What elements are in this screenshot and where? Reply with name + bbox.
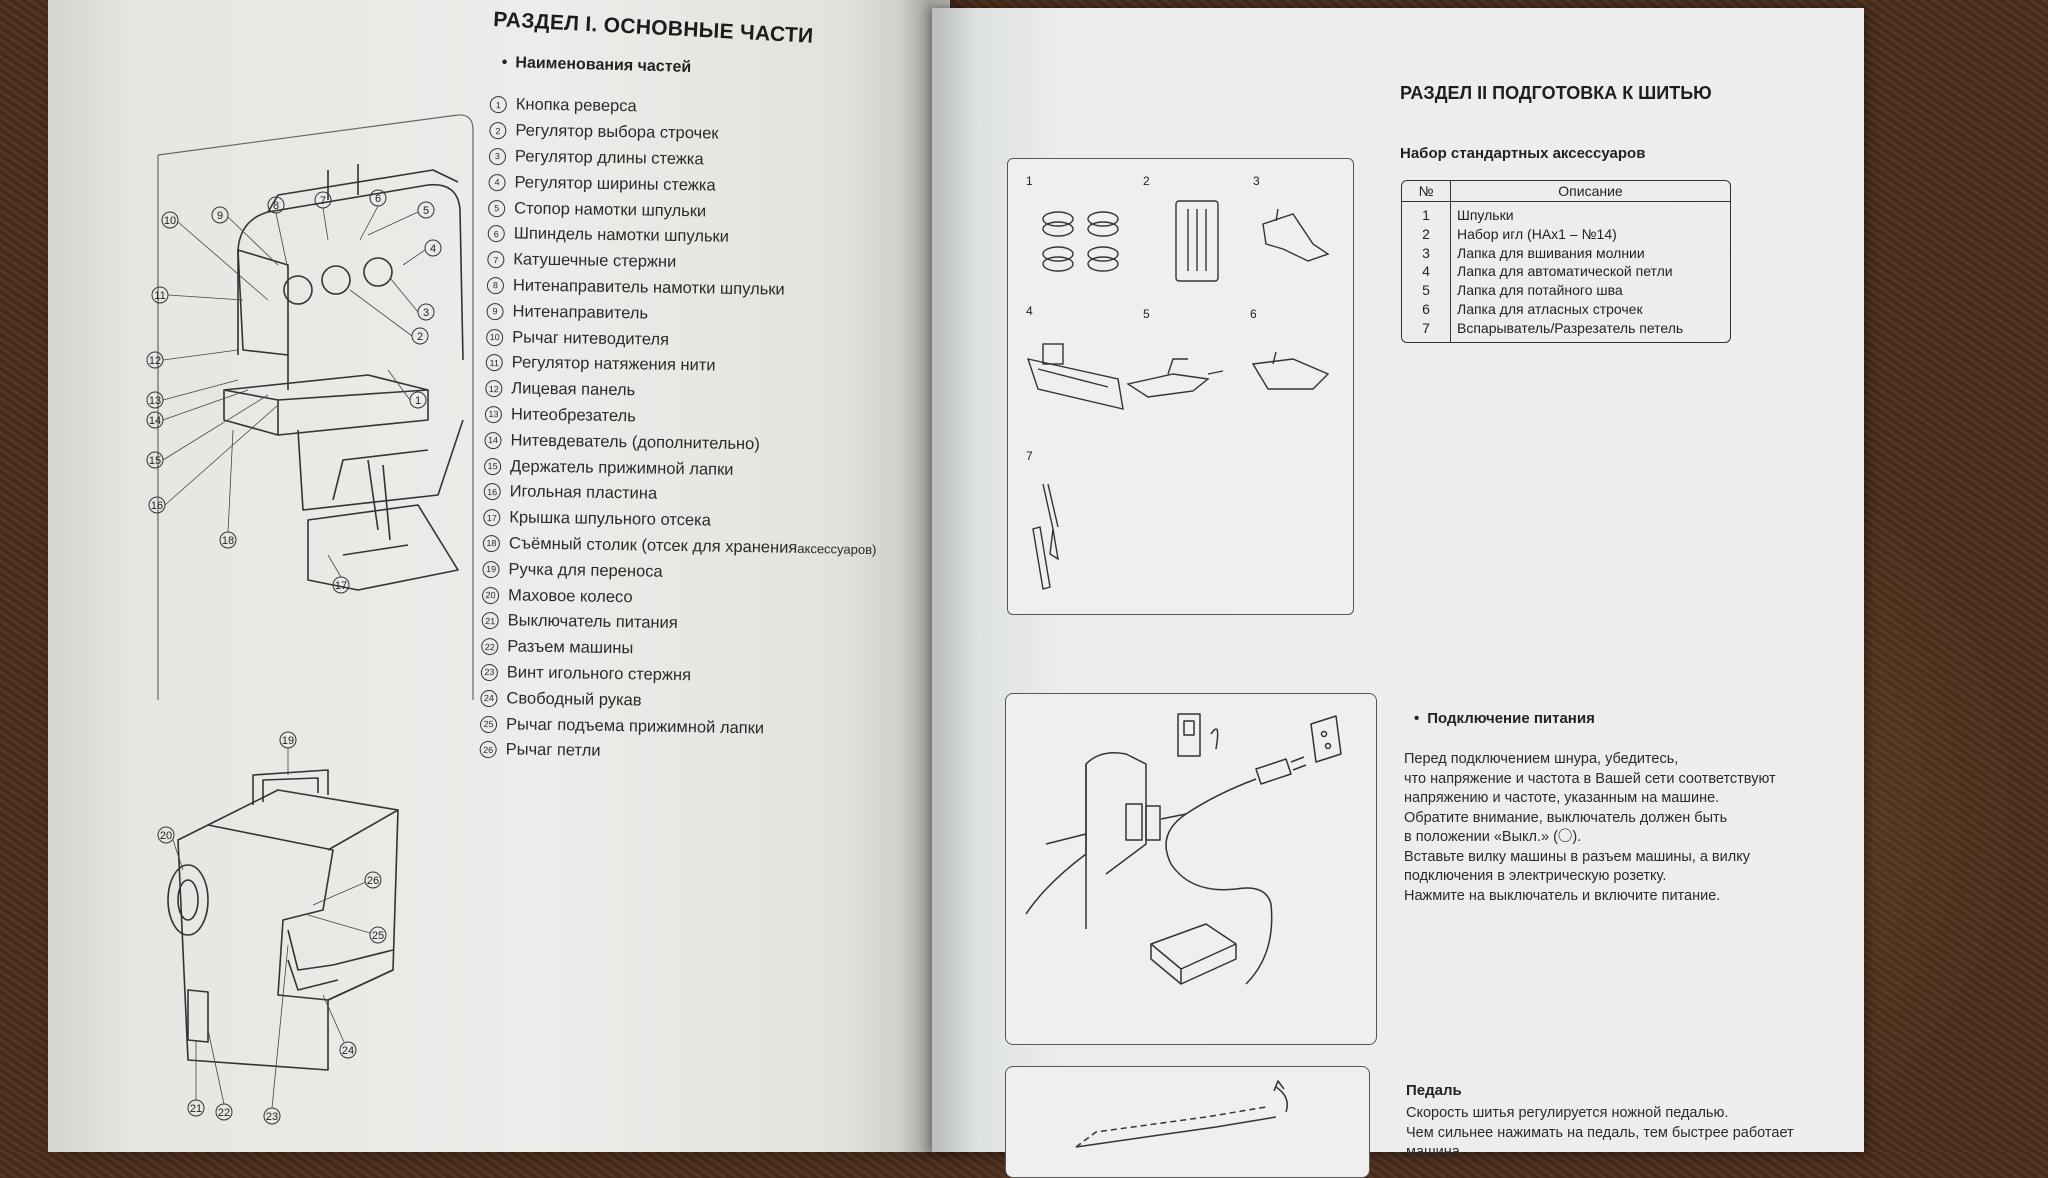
callout-18 (220, 532, 236, 548)
callout-16 (149, 497, 165, 513)
bobbin-icon (1043, 212, 1073, 236)
text-line: Перед подключением шнура, убедитесь, (1404, 751, 1679, 767)
part-number: 1 (490, 96, 507, 113)
accessories-subtitle: Набор стандартных аксессуаров (1400, 145, 1646, 162)
callout-13 (147, 392, 163, 408)
zipper-foot-icon (1263, 209, 1328, 261)
table-cell-description: Вспарыватель/Разрезатель петель (1457, 319, 1684, 336)
power-heading-text: Подключение питания (1427, 710, 1595, 727)
callout-label: 13 (148, 395, 162, 407)
bobbin-icon (1043, 247, 1073, 271)
part-number: 8 (487, 277, 504, 294)
table-row (1402, 319, 1730, 342)
part-label: Кнопка реверса (515, 95, 637, 116)
power-switch-icon (1178, 714, 1200, 756)
table-cell-description: Набор игл (HAx1 – №14) (1457, 225, 1617, 242)
accessory-number: 7 (1026, 449, 1033, 463)
power-connection-drawing (1006, 694, 1376, 1044)
callout-label: 7 (319, 195, 327, 207)
pedal-illustration (1005, 1066, 1370, 1178)
callout-3 (418, 304, 434, 320)
text-line: машина. (1406, 1144, 1464, 1160)
part-label: Держатель прижимной лапки (509, 456, 734, 479)
table-cell-description: Лапка для автоматической петли (1457, 263, 1673, 280)
part-label: Рычаг нитеводителя (512, 327, 670, 349)
part-label: Выключатель питания (507, 611, 678, 633)
bullet-icon: • (1414, 710, 1420, 727)
parts-list (479, 92, 883, 769)
part-number: 4 (488, 174, 505, 191)
callout-label: 15 (148, 455, 162, 467)
section-title: РАЗДЕЛ II ПОДГОТОВКА К ШИТЬЮ (1400, 83, 1712, 103)
accessories-drawing (1008, 159, 1353, 614)
part-label: Шпиндель намотки шпульки (513, 224, 730, 247)
table-cell-description: Лапка для потайного шва (1457, 282, 1623, 299)
text-line: в положении «Выкл.» (〇). (1404, 829, 1582, 845)
part-label: Рычаг подъема прижимной лапки (505, 714, 765, 737)
text-line: напряжению и частоте, указанным на машине. (1404, 790, 1720, 806)
callout-19 (280, 732, 296, 748)
bobbin-icon (1088, 212, 1118, 236)
bullet-icon: • (501, 54, 508, 72)
table-cell-description: Шпульки (1457, 207, 1514, 223)
table-row (1402, 281, 1730, 300)
table-cell-no: 3 (1402, 244, 1451, 263)
part-label: Регулятор ширины стежка (514, 173, 716, 195)
callout-label: 1 (414, 395, 422, 407)
part-number: 3 (489, 148, 506, 165)
accessory-number: 4 (1026, 304, 1033, 318)
callout-label: 24 (341, 1045, 355, 1057)
section-title: РАЗДЕЛ I. ОСНОВНЫЕ ЧАСТИ (492, 8, 814, 48)
callout-17 (333, 577, 349, 593)
part-label: Нитенаправитель (512, 302, 649, 323)
callout-10 (162, 212, 178, 228)
callout-label: 18 (221, 535, 235, 547)
part-number: 5 (488, 200, 505, 217)
accessory-number: 3 (1253, 174, 1260, 188)
callout-label: 23 (265, 1111, 279, 1123)
power-instructions (1404, 750, 1776, 906)
callout-label: 10 (163, 215, 177, 227)
callout-4 (425, 240, 441, 256)
part-label: Крышка шпульного отсека (509, 508, 712, 530)
part-number: 17 (483, 509, 500, 526)
callout-label: 17 (334, 580, 348, 592)
text-line: Чем сильнее нажимать на педаль, тем быстрее работает (1406, 1124, 1794, 1141)
text-line: Скорость шитья регулируется ножной педалью. (1406, 1105, 1729, 1121)
table-header-no: № (1402, 181, 1451, 202)
callout-label: 5 (422, 205, 430, 217)
accessory-number: 5 (1143, 307, 1150, 321)
callout-label: 3 (422, 307, 430, 319)
part-number: 23 (481, 664, 498, 681)
part-label: Рычаг петли (505, 740, 601, 761)
callout-label: 22 (217, 1107, 231, 1119)
callout-21 (188, 1100, 204, 1116)
callout-9 (212, 207, 228, 223)
part-number: 24 (480, 690, 497, 707)
part-label: Маховое колесо (507, 585, 633, 606)
table-cell-no: 1 (1402, 202, 1451, 225)
part-number: 10 (486, 329, 503, 346)
part-number: 14 (484, 432, 501, 449)
accessories-illustration (1007, 158, 1354, 615)
part-label: Нитеобрезатель (510, 405, 636, 426)
part-number: 2 (489, 122, 506, 139)
outlet-icon (1311, 716, 1341, 762)
part-label: Игольная пластина (509, 482, 658, 504)
table-cell-no: 5 (1402, 281, 1451, 300)
plug-icon (1256, 757, 1306, 784)
callout-label: 19 (281, 735, 295, 747)
sewing-machine-front-illustration (128, 100, 518, 720)
table-cell-no: 7 (1402, 319, 1451, 342)
part-label: Нитенаправитель намотки шпульки (512, 276, 785, 299)
callout-8 (268, 197, 284, 213)
part-number: 26 (480, 741, 497, 758)
part-number: 19 (482, 561, 499, 578)
blind-hem-foot-icon (1128, 359, 1223, 397)
callout-2 (412, 328, 428, 344)
left-page (48, 0, 950, 1152)
part-number: 18 (483, 535, 500, 552)
callout-11 (152, 287, 168, 303)
part-label: Регулятор длины стежка (514, 147, 704, 169)
table-cell-no: 4 (1402, 262, 1451, 281)
buttonhole-foot-icon (1028, 344, 1123, 409)
power-heading (1414, 710, 1595, 727)
part-label: Ручка для переноса (508, 560, 663, 581)
text-line: Обратите внимание, выключатель должен быть (1404, 809, 1728, 826)
part-number: 16 (484, 483, 501, 500)
part-label: Свободный рукав (506, 689, 642, 710)
callout-20 (158, 827, 174, 843)
part-number: 20 (482, 586, 499, 603)
callout-label: 8 (272, 200, 280, 212)
part-number: 15 (484, 458, 501, 475)
part-number: 11 (486, 354, 503, 371)
callout-25 (370, 927, 386, 943)
bobbin-icon (1088, 247, 1118, 271)
part-number: 21 (482, 612, 499, 629)
foot-pedal-icon (1151, 924, 1236, 984)
seam-ripper-icon (1033, 484, 1058, 589)
callout-5 (418, 202, 434, 218)
pedal-heading: Педаль (1406, 1082, 1462, 1099)
table-cell-description: Лапка для атласных строчек (1457, 300, 1643, 317)
callout-26 (365, 872, 381, 888)
table-row (1402, 262, 1730, 281)
sewing-machine-back-illustration (148, 730, 448, 1130)
callout-label: 25 (371, 930, 385, 942)
text-line: что напряжение и частота в Вашей сети соответствуют (1404, 770, 1776, 787)
table-header-description: Описание (1451, 181, 1730, 202)
part-label: Регулятор натяжения нити (511, 353, 716, 375)
accessories-table-body (1402, 202, 1730, 342)
callout-label: 21 (189, 1103, 203, 1115)
table-row (1402, 202, 1730, 225)
text-line: подключения в электрическую розетку. (1404, 868, 1667, 884)
satin-foot-icon (1253, 352, 1328, 389)
part-label: Винт игольного стержня (506, 663, 692, 685)
table-row (1402, 300, 1730, 319)
table-cell-no: 2 (1402, 225, 1451, 244)
accessories-table (1401, 180, 1731, 343)
table-cell-description: Лапка для вшивания молнии (1457, 244, 1645, 261)
callout-1 (410, 392, 426, 408)
callout-label: 2 (416, 331, 424, 343)
callout-12 (147, 352, 163, 368)
callout-label: 9 (216, 210, 224, 222)
text-line: Вставьте вилку машины в разъем машины, а вилку (1404, 848, 1750, 865)
callout-label: 20 (159, 830, 173, 842)
part-number: 6 (488, 225, 505, 242)
table-row (1402, 244, 1730, 263)
part-label: Регулятор выбора строчек (515, 121, 719, 143)
table-row (1402, 225, 1730, 244)
pedal-instructions (1406, 1104, 1794, 1163)
part-number: 9 (486, 303, 503, 320)
part-number: 12 (485, 380, 502, 397)
parts-subtitle-text: Наименования частей (515, 54, 692, 76)
power-connection-illustration (1005, 693, 1377, 1045)
callout-label: 11 (154, 290, 166, 302)
part-number: 13 (485, 406, 502, 423)
callout-6 (370, 190, 386, 206)
part-label: Разъем машины (507, 637, 634, 658)
callout-24 (340, 1042, 356, 1058)
accessory-number: 1 (1026, 174, 1033, 188)
callout-label: 14 (148, 415, 162, 427)
part-label: Нитевдеватель (дополнительно) (510, 431, 760, 454)
callout-label: 6 (374, 193, 382, 205)
part-number: 7 (487, 251, 504, 268)
part-label: Стопор намотки шпульки (514, 198, 707, 220)
callout-22 (216, 1104, 232, 1120)
part-label: Катушечные стержни (513, 250, 677, 272)
part-number: 25 (480, 715, 497, 732)
parts-subtitle (502, 54, 692, 77)
callout-label: 16 (150, 500, 164, 512)
text-line: Нажмите на выключатель и включите питание. (1404, 887, 1721, 904)
callout-label: 12 (148, 355, 162, 367)
part-label-tail: аксессуаров) (797, 540, 877, 558)
accessory-number: 2 (1143, 174, 1150, 188)
parts-list-item (479, 737, 873, 769)
needle-pack-icon (1176, 201, 1218, 281)
callout-23 (264, 1108, 280, 1124)
pedal-drawing (1006, 1067, 1369, 1177)
accessory-number: 6 (1250, 307, 1257, 321)
callout-14 (147, 412, 163, 428)
callout-15 (147, 452, 163, 468)
callout-label: 4 (429, 243, 437, 255)
machine-socket-icon (1126, 804, 1160, 840)
table-cell-no: 6 (1402, 300, 1451, 319)
right-page (932, 8, 1864, 1160)
callout-label: 26 (366, 875, 380, 887)
part-label: Лицевая панель (511, 379, 636, 400)
part-number: 22 (481, 638, 498, 655)
part-label: Съёмный столик (отсек для хранения (508, 534, 798, 557)
